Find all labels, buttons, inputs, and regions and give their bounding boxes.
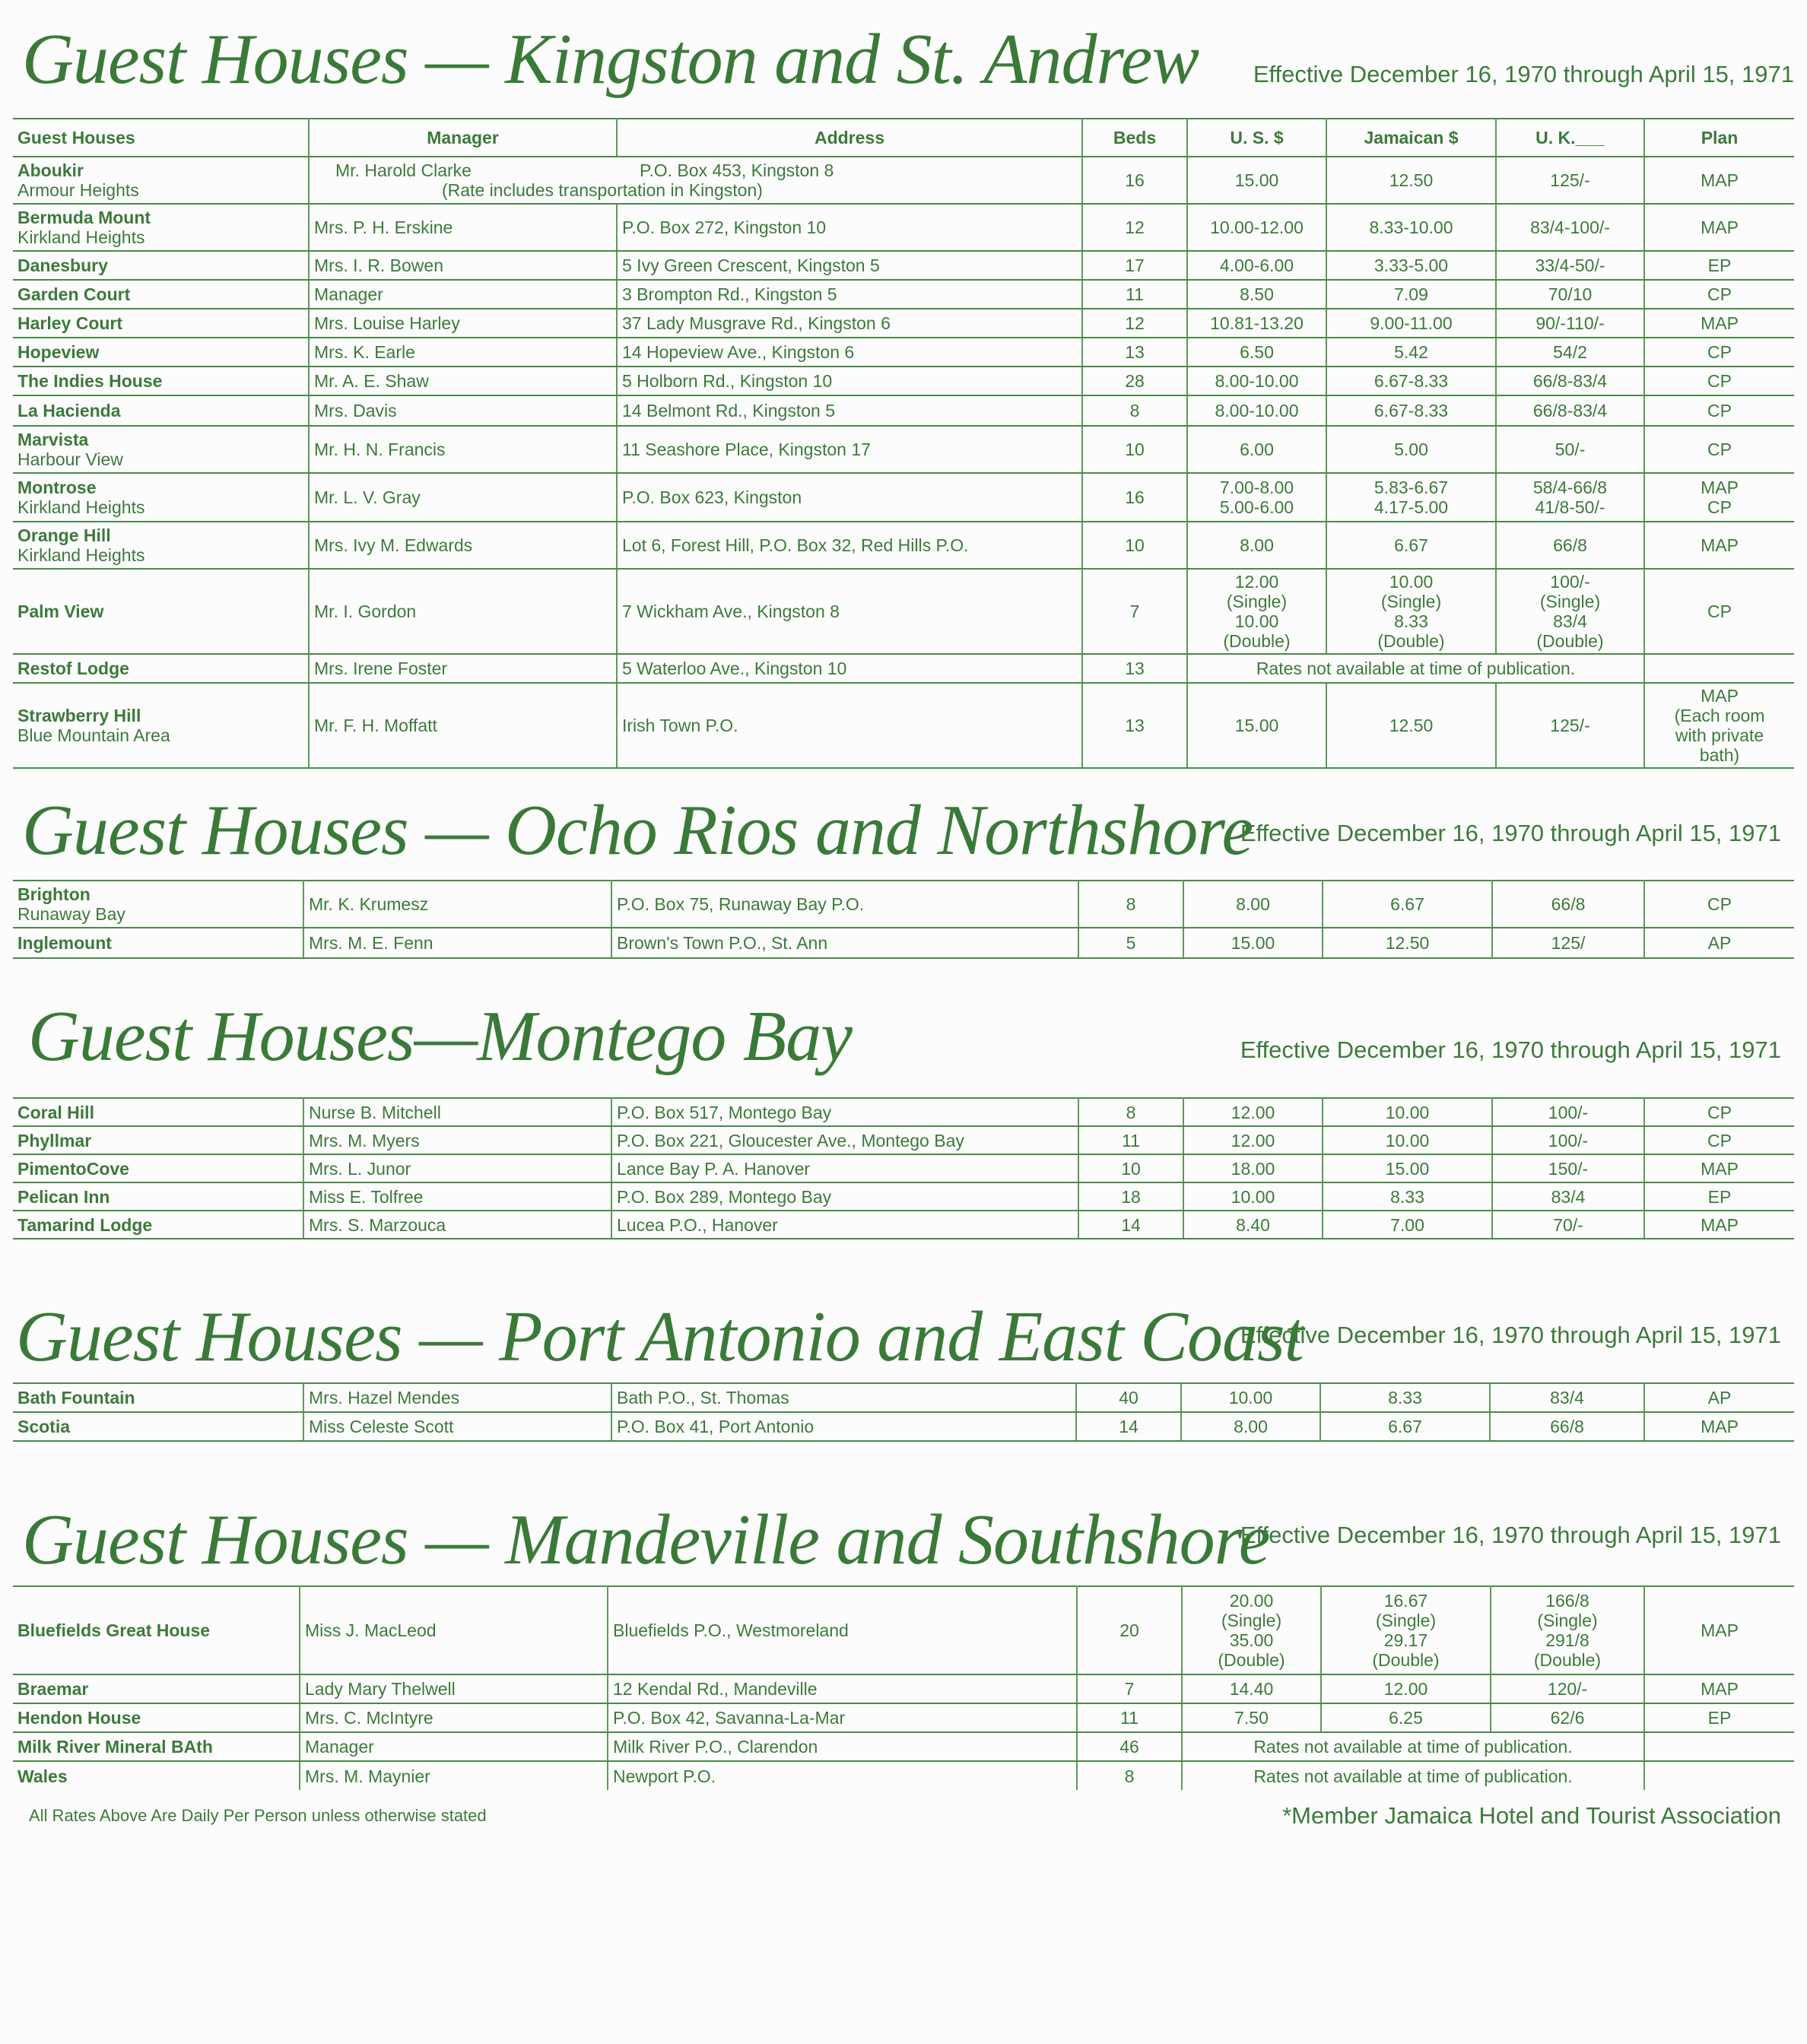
col-header-manager: Manager: [309, 119, 617, 157]
guest-house-name: Montrose Kirkland Heights: [13, 473, 309, 522]
rate-us: 6.50: [1187, 338, 1326, 367]
guest-house-name: The Indies House: [13, 367, 309, 395]
rate-jamaican: 7.09: [1326, 280, 1496, 309]
beds: 7: [1077, 1674, 1182, 1703]
address: 14 Belmont Rd., Kingston 5: [617, 395, 1082, 426]
guest-house-table: [13, 1382, 1794, 1442]
manager: Miss Celeste Scott: [303, 1412, 611, 1441]
beds: 10: [1078, 1154, 1183, 1182]
plan: CP: [1644, 280, 1794, 309]
beds: 8: [1078, 881, 1183, 928]
rate-uk: 125/: [1492, 928, 1644, 958]
table-row: [13, 1586, 1794, 1674]
guest-house-name: Wales: [13, 1761, 300, 1790]
address: 5 Holborn Rd., Kingston 10: [617, 367, 1082, 395]
address: P.O. Box 517, Montego Bay: [611, 1098, 1078, 1126]
manager: Mr. F. H. Moffatt: [309, 683, 617, 768]
rate-uk: 70/-: [1492, 1211, 1644, 1239]
manager: Mrs. C. McIntyre: [300, 1703, 608, 1732]
manager: Mrs. Louise Harley: [309, 309, 617, 338]
beds: 18: [1078, 1182, 1183, 1211]
rate-us: 18.00: [1183, 1154, 1323, 1182]
manager: Mrs. S. Marzouca: [303, 1211, 611, 1239]
rate-us: 10.00: [1181, 1383, 1320, 1412]
manager: Miss J. MacLeod: [300, 1586, 608, 1674]
plan: MAP (Each room with private bath): [1644, 683, 1794, 768]
rate-note: (Rate includes transportation in Kingston): [442, 180, 763, 200]
rate-us: 8.00: [1187, 522, 1326, 569]
table-row: [13, 1211, 1794, 1239]
address: 3 Brompton Rd., Kingston 5: [617, 280, 1082, 309]
guest-house-name: Hendon House: [13, 1703, 300, 1732]
table-row: [13, 1383, 1794, 1412]
address: P.O. Box 75, Runaway Bay P.O.: [611, 881, 1078, 928]
beds: 11: [1077, 1703, 1182, 1732]
beds: 16: [1082, 473, 1187, 522]
plan: CP: [1644, 881, 1794, 928]
rate-us: 12.00: [1183, 1098, 1323, 1126]
beds: 13: [1082, 683, 1187, 768]
plan: MAP: [1644, 1211, 1794, 1239]
manager: Mrs. M. Maynier: [300, 1761, 608, 1790]
address: Bath P.O., St. Thomas: [611, 1383, 1076, 1412]
plan: CP: [1644, 395, 1794, 426]
section-title: Guest Houses — Kingston and St. Andrew: [22, 20, 1199, 99]
plan: CP: [1644, 367, 1794, 395]
plan: CP: [1644, 426, 1794, 473]
rate-uk: 50/-: [1496, 426, 1644, 473]
plan: MAP: [1644, 1412, 1794, 1441]
table-row: [13, 1674, 1794, 1703]
table-row: [13, 395, 1794, 426]
plan: [1644, 654, 1794, 683]
guest-house-table: [13, 1097, 1794, 1239]
plan: MAP: [1644, 1586, 1794, 1674]
rate-uk: 150/-: [1492, 1154, 1644, 1182]
beds: 5: [1078, 928, 1183, 958]
rate-uk: 66/8-83/4: [1496, 395, 1644, 426]
col-header-us: U. S. $: [1187, 119, 1326, 157]
manager: Mr. Harold Clarke: [335, 160, 472, 180]
table-row: [13, 1126, 1794, 1154]
col-header-plan: Plan: [1644, 119, 1794, 157]
effective-dates: Effective December 16, 1970 through April 15, 1971: [1240, 1322, 1781, 1348]
rate-jamaican: 6.25: [1321, 1703, 1491, 1732]
plan: CP: [1644, 1126, 1794, 1154]
rate-jamaican: 9.00-11.00: [1326, 309, 1496, 338]
guest-house-name: Bermuda Mount Kirkland Heights: [13, 204, 309, 251]
guest-house-name: Bluefields Great House: [13, 1586, 300, 1674]
manager: Mrs. Davis: [309, 395, 617, 426]
rate-us: 7.00-8.00 5.00-6.00: [1187, 473, 1326, 522]
rate-uk: 54/2: [1496, 338, 1644, 367]
rate-jamaican: 5.42: [1326, 338, 1496, 367]
rate-uk: 66/8: [1492, 881, 1644, 928]
guest-house-name: La Hacienda: [13, 395, 309, 426]
beds: 7: [1082, 569, 1187, 654]
table-row: [13, 654, 1794, 683]
beds: 8: [1077, 1761, 1182, 1790]
guest-house-table: [13, 880, 1794, 959]
guest-house-name: Pelican Inn: [13, 1182, 303, 1211]
guest-house-name: Harley Court: [13, 309, 309, 338]
plan: MAP: [1644, 522, 1794, 569]
manager: Mrs. L. Junor: [303, 1154, 611, 1182]
rate-uk: 120/-: [1491, 1674, 1644, 1703]
table-row: [13, 1154, 1794, 1182]
col-header-address: Address: [617, 119, 1082, 157]
guest-house-name: Danesbury: [13, 251, 309, 280]
address: 37 Lady Musgrave Rd., Kingston 6: [617, 309, 1082, 338]
rate-jamaican: 8.33: [1323, 1182, 1492, 1211]
rate-uk: 58/4-66/8 41/8-50/-: [1496, 473, 1644, 522]
manager: Mrs. Hazel Mendes: [303, 1383, 611, 1412]
rate-uk: 62/6: [1491, 1703, 1644, 1732]
guest-house-name: Coral Hill: [13, 1098, 303, 1126]
beds: 13: [1082, 654, 1187, 683]
table-row: [13, 1412, 1794, 1441]
plan: EP: [1644, 251, 1794, 280]
section-title: Guest Houses — Port Antonio and East Coast: [16, 1297, 1304, 1376]
table-row: [13, 309, 1794, 338]
rate-us: 6.00: [1187, 426, 1326, 473]
table-row: [13, 1703, 1794, 1732]
guest-house-name: Scotia: [13, 1412, 303, 1441]
rate-us: 4.00-6.00: [1187, 251, 1326, 280]
beds: 40: [1076, 1383, 1181, 1412]
rate-jamaican: 15.00: [1323, 1154, 1492, 1182]
beds: 12: [1082, 309, 1187, 338]
guest-house-name: Restof Lodge: [13, 654, 309, 683]
rate-us: 15.00: [1187, 157, 1326, 204]
address: P.O. Box 41, Port Antonio: [611, 1412, 1076, 1441]
manager: Lady Mary Thelwell: [300, 1674, 608, 1703]
col-header-beds: Beds: [1082, 119, 1187, 157]
rate-us: 8.00-10.00: [1187, 367, 1326, 395]
address: Lance Bay P. A. Hanover: [611, 1154, 1078, 1182]
rate-uk: 125/-: [1496, 683, 1644, 768]
rate-uk: 100/- (Single) 83/4 (Double): [1496, 569, 1644, 654]
plan: MAP: [1644, 309, 1794, 338]
beds: 10: [1082, 522, 1187, 569]
beds: 8: [1078, 1098, 1183, 1126]
rate-us: 14.40: [1182, 1674, 1321, 1703]
rate-uk: 166/8 (Single) 291/8 (Double): [1491, 1586, 1644, 1674]
guest-house-table: [13, 1585, 1794, 1790]
address: P.O. Box 453, Kingston 8: [640, 160, 834, 180]
guest-house-name: Strawberry Hill Blue Mountain Area: [13, 683, 309, 768]
plan: [1644, 1732, 1794, 1761]
rate-uk: 66/8-83/4: [1496, 367, 1644, 395]
address: 5 Waterloo Ave., Kingston 10: [617, 654, 1082, 683]
manager: Mr. A. E. Shaw: [309, 367, 617, 395]
address: 5 Ivy Green Crescent, Kingston 5: [617, 251, 1082, 280]
rate-us: 15.00: [1187, 683, 1326, 768]
guest-house-name: Marvista Harbour View: [13, 426, 309, 473]
rate-jamaican: 12.50: [1326, 683, 1496, 768]
col-header-uk: U. K.___: [1496, 119, 1644, 157]
rate-jamaican: 16.67 (Single) 29.17 (Double): [1321, 1586, 1491, 1674]
address: Lot 6, Forest Hill, P.O. Box 32, Red Hills P.O.: [617, 522, 1082, 569]
table-row: [13, 1182, 1794, 1211]
rate-uk: 125/-: [1496, 157, 1644, 204]
rate-uk: 66/8: [1490, 1412, 1644, 1441]
table-row: [13, 157, 1794, 204]
table-row: [13, 204, 1794, 251]
rate-us: 10.00: [1183, 1182, 1323, 1211]
rates-unavailable-note: Rates not available at time of publication.: [1182, 1732, 1644, 1761]
table-row: [13, 1732, 1794, 1761]
rate-jamaican: 6.67-8.33: [1326, 395, 1496, 426]
rate-uk: 100/-: [1492, 1126, 1644, 1154]
address: 7 Wickham Ave., Kingston 8: [617, 569, 1082, 654]
manager: Mrs. Irene Foster: [309, 654, 617, 683]
rates-unavailable-note: Rates not available at time of publication.: [1187, 654, 1644, 683]
guest-house-name: Tamarind Lodge: [13, 1211, 303, 1239]
table-row: [13, 473, 1794, 522]
address: P.O. Box 221, Gloucester Ave., Montego Bay: [611, 1126, 1078, 1154]
effective-dates: Effective December 16, 1970 through April 15, 1971: [1240, 820, 1781, 846]
rate-uk: 90/-110/-: [1496, 309, 1644, 338]
beds: 11: [1078, 1126, 1183, 1154]
table-row: [13, 881, 1794, 928]
manager: Mrs. K. Earle: [309, 338, 617, 367]
rate-uk: 33/4-50/-: [1496, 251, 1644, 280]
table-row: [13, 928, 1794, 958]
beds: 13: [1082, 338, 1187, 367]
manager: Manager: [309, 280, 617, 309]
rate-jamaican: 10.00: [1323, 1126, 1492, 1154]
rate-jamaican: 8.33-10.00: [1326, 204, 1496, 251]
rates-footnote: All Rates Above Are Daily Per Person unless otherwise stated: [29, 1806, 487, 1825]
rate-jamaican: 5.83-6.67 4.17-5.00: [1326, 473, 1496, 522]
guest-house-name: Inglemount: [13, 928, 303, 958]
guest-house-name: PimentoCove: [13, 1154, 303, 1182]
rate-jamaican: 10.00: [1323, 1098, 1492, 1126]
beds: 8: [1082, 395, 1187, 426]
plan: MAP: [1644, 204, 1794, 251]
effective-dates: Effective December 16, 1970 through April 15, 1971: [1240, 1036, 1781, 1063]
address: P.O. Box 289, Montego Bay: [611, 1182, 1078, 1211]
guest-house-name: Phyllmar: [13, 1126, 303, 1154]
address: Irish Town P.O.: [617, 683, 1082, 768]
effective-dates: Effective December 16, 1970 through April 15, 1971: [1240, 1522, 1781, 1548]
rate-us: 8.50: [1187, 280, 1326, 309]
manager: Mr. H. N. Francis: [309, 426, 617, 473]
rate-uk: 83/4-100/-: [1496, 204, 1644, 251]
address: P.O. Box 272, Kingston 10: [617, 204, 1082, 251]
table-row: [13, 569, 1794, 654]
manager: Mr. K. Krumesz: [303, 881, 611, 928]
beds: 14: [1076, 1412, 1181, 1441]
rate-jamaican: 12.50: [1323, 928, 1492, 958]
guest-house-name: Brighton Runaway Bay: [13, 881, 303, 928]
manager: Mr. L. V. Gray: [309, 473, 617, 522]
manager: Mrs. Ivy M. Edwards: [309, 522, 617, 569]
rate-us: 8.00-10.00: [1187, 395, 1326, 426]
guest-house-table: [13, 118, 1794, 769]
manager-address-cell: [309, 157, 1082, 204]
section-title: Guest Houses—Montego Bay: [28, 997, 852, 1076]
address: Lucea P.O., Hanover: [611, 1211, 1078, 1239]
beds: 12: [1082, 204, 1187, 251]
table-row: [13, 1098, 1794, 1126]
rate-us: 10.00-12.00: [1187, 204, 1326, 251]
rate-uk: 83/4: [1492, 1182, 1644, 1211]
rate-jamaican: 6.67-8.33: [1326, 367, 1496, 395]
rate-uk: 70/10: [1496, 280, 1644, 309]
guest-house-name: Orange Hill Kirkland Heights: [13, 522, 309, 569]
beds: 10: [1082, 426, 1187, 473]
rate-jamaican: 7.00: [1323, 1211, 1492, 1239]
table-row: [13, 251, 1794, 280]
plan: MAP: [1644, 1674, 1794, 1703]
rate-jamaican: 12.50: [1326, 157, 1496, 204]
plan: CP: [1644, 1098, 1794, 1126]
address: Newport P.O.: [608, 1761, 1077, 1790]
manager: Mrs. P. H. Erskine: [309, 204, 617, 251]
address: Bluefields P.O., Westmoreland: [608, 1586, 1077, 1674]
plan: CP: [1644, 338, 1794, 367]
table-row: [13, 1761, 1794, 1790]
rate-jamaican: 6.67: [1323, 881, 1492, 928]
rate-us: 8.40: [1183, 1211, 1323, 1239]
beds: 17: [1082, 251, 1187, 280]
section-title: Guest Houses — Mandeville and Southshore: [22, 1500, 1270, 1579]
rate-uk: 83/4: [1490, 1383, 1644, 1412]
rate-uk: 66/8: [1496, 522, 1644, 569]
table-row: [13, 338, 1794, 367]
table-row: [13, 683, 1794, 768]
plan: AP: [1644, 1383, 1794, 1412]
plan: MAP: [1644, 157, 1794, 204]
col-header-jamaican: Jamaican $: [1326, 119, 1496, 157]
guest-house-name: Braemar: [13, 1674, 300, 1703]
plan: MAP CP: [1644, 473, 1794, 522]
effective-dates: Effective December 16, 1970 through April 15, 1971: [1253, 61, 1794, 87]
table-row: [13, 426, 1794, 473]
rate-jamaican: 5.00: [1326, 426, 1496, 473]
address: Brown's Town P.O., St. Ann: [611, 928, 1078, 958]
manager: Mr. I. Gordon: [309, 569, 617, 654]
address: 12 Kendal Rd., Mandeville: [608, 1674, 1077, 1703]
manager: Mrs. M. E. Fenn: [303, 928, 611, 958]
address: 11 Seashore Place, Kingston 17: [617, 426, 1082, 473]
plan: EP: [1644, 1182, 1794, 1211]
manager: Mrs. M. Myers: [303, 1126, 611, 1154]
manager: Manager: [300, 1732, 608, 1761]
membership-footnote: *Member Jamaica Hotel and Tourist Association: [1282, 1802, 1781, 1829]
table-header-row: [13, 119, 1794, 157]
beds: 20: [1077, 1586, 1182, 1674]
rate-us: 7.50: [1182, 1703, 1321, 1732]
guest-house-name: Aboukir Armour Heights: [13, 157, 309, 204]
rate-jamaican: 6.67: [1320, 1412, 1490, 1441]
rate-jamaican: 8.33: [1320, 1383, 1490, 1412]
table-row: [13, 280, 1794, 309]
guest-house-name: Milk River Mineral BAth: [13, 1732, 300, 1761]
manager: Mrs. I. R. Bowen: [309, 251, 617, 280]
address: P.O. Box 42, Savanna-La-Mar: [608, 1703, 1077, 1732]
manager: Miss E. Tolfree: [303, 1182, 611, 1211]
rate-jamaican: 10.00 (Single) 8.33 (Double): [1326, 569, 1496, 654]
rate-uk: 100/-: [1492, 1098, 1644, 1126]
col-header-guest-houses: Guest Houses: [13, 119, 309, 157]
rate-us: 8.00: [1183, 881, 1323, 928]
beds: 16: [1082, 157, 1187, 204]
plan: CP: [1644, 569, 1794, 654]
beds: 46: [1077, 1732, 1182, 1761]
address: Milk River P.O., Clarendon: [608, 1732, 1077, 1761]
rate-us: 8.00: [1181, 1412, 1320, 1441]
plan: MAP: [1644, 1154, 1794, 1182]
rates-unavailable-note: Rates not available at time of publication.: [1182, 1761, 1644, 1790]
beds: 11: [1082, 280, 1187, 309]
guest-house-name: Garden Court: [13, 280, 309, 309]
table-row: [13, 522, 1794, 569]
rate-us: 10.81-13.20: [1187, 309, 1326, 338]
guest-house-name: Palm View: [13, 569, 309, 654]
guest-house-name: Hopeview: [13, 338, 309, 367]
rate-jamaican: 6.67: [1326, 522, 1496, 569]
plan: [1644, 1761, 1794, 1790]
rate-us: 15.00: [1183, 928, 1323, 958]
rate-us: 12.00 (Single) 10.00 (Double): [1187, 569, 1326, 654]
rate-jamaican: 3.33-5.00: [1326, 251, 1496, 280]
beds: 28: [1082, 367, 1187, 395]
rate-us: 20.00 (Single) 35.00 (Double): [1182, 1586, 1321, 1674]
address: 14 Hopeview Ave., Kingston 6: [617, 338, 1082, 367]
rate-jamaican: 12.00: [1321, 1674, 1491, 1703]
table-row: [13, 367, 1794, 395]
manager: Nurse B. Mitchell: [303, 1098, 611, 1126]
beds: 14: [1078, 1211, 1183, 1239]
plan: AP: [1644, 928, 1794, 958]
address: P.O. Box 623, Kingston: [617, 473, 1082, 522]
section-title: Guest Houses — Ocho Rios and Northshore: [22, 791, 1253, 870]
guest-house-name: Bath Fountain: [13, 1383, 303, 1412]
plan: EP: [1644, 1703, 1794, 1732]
rate-us: 12.00: [1183, 1126, 1323, 1154]
